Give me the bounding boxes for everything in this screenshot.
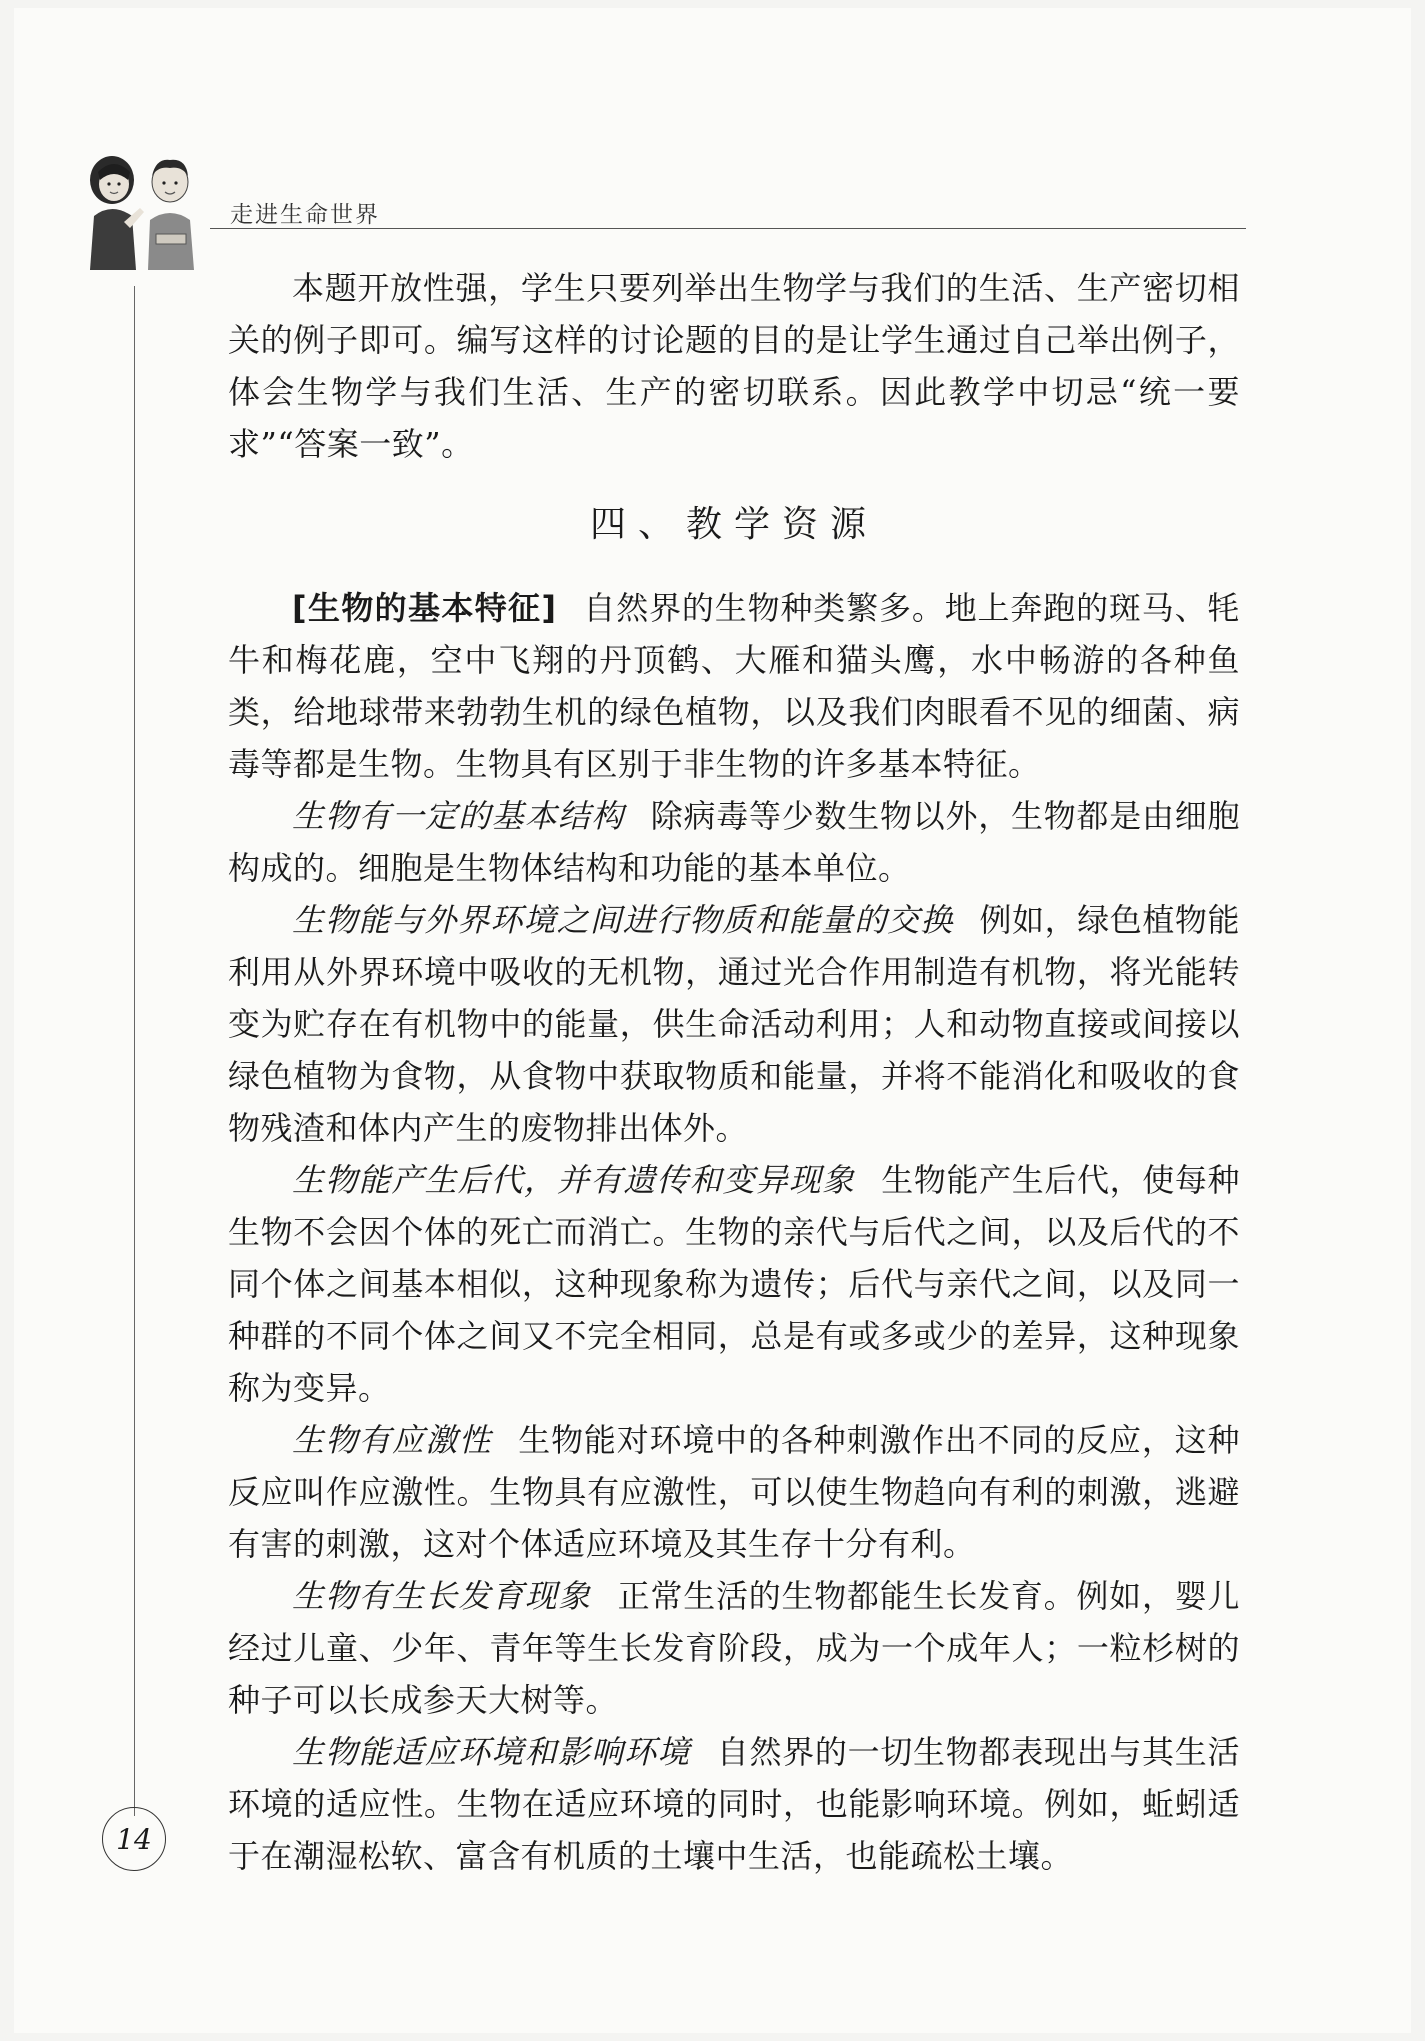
- feature-text: 生物能对环境中的各种刺激作出不同的反应，这种反应叫作应激性。生物具有应激性，可以使生物趋向有利的刺激，逃避有害的刺激，这对个体适应环境及其生存十分有利。: [228, 1421, 1240, 1563]
- section-title: 四、教学资源: [589, 504, 878, 545]
- feature-topic: 生物有应激性: [292, 1421, 492, 1459]
- margin-divider: [134, 286, 135, 1816]
- lead-paragraph: [228, 582, 1240, 790]
- feature-paragraph: [228, 1154, 1240, 1414]
- header-divider: [210, 228, 1246, 229]
- feature-paragraph: [228, 790, 1240, 894]
- header-title: 走进生命世界: [230, 202, 380, 228]
- feature-topic: 生物能与外界环境之间进行物质和能量的交换: [292, 901, 954, 939]
- feature-text: 正常生活的生物都能生长发育。例如，婴儿经过儿童、少年、青年等生长发育阶段，成为一个成年人；一粒杉树的种子可以长成参天大树等。: [228, 1577, 1240, 1719]
- page-content: [228, 262, 1240, 1882]
- feature-text: 生物能产生后代，使每种生物不会因个体的死亡而消亡。生物的亲代与后代之间，以及后代的不同个体之间基本相似，这种现象称为遗传；后代与亲代之间，以及同一种群的不同个体之间又不完全相同，总是有或多或少的差异，这种现象称为变异。: [228, 1161, 1240, 1407]
- feature-topic: 生物能产生后代，并有遗传和变异现象: [292, 1161, 856, 1199]
- feature-paragraph: [228, 894, 1240, 1154]
- bracket-label: [生物的基本特征]: [292, 589, 558, 627]
- feature-topic: 生物有生长发育现象: [292, 1577, 592, 1615]
- feature-text: 除病毒等少数生物以外，生物都是由细胞构成的。细胞是生物体结构和功能的基本单位。: [228, 797, 1240, 887]
- lead-text: 自然界的生物种类繁多。地上奔跑的斑马、牦牛和梅花鹿，空中飞翔的丹顶鹤、大雁和猫头鹰，水中畅游的各种鱼类，给地球带来勃勃生机的绿色植物，以及我们肉眼看不见的细菌、病毒等都是生物。生物具有区别于非生物的许多基本特征。: [228, 589, 1240, 783]
- students-illustration-icon: [70, 150, 208, 270]
- feature-text: 自然界的一切生物都表现出与其生活环境的适应性。生物在适应环境的同时，也能影响环境。例如，蚯蚓适于在潮湿松软、富含有机质的土壤中生活，也能疏松土壤。: [228, 1733, 1240, 1875]
- feature-topic: 生物有一定的基本结构: [292, 797, 625, 835]
- feature-topic: 生物能适应环境和影响环境: [292, 1733, 691, 1771]
- feature-paragraph: [228, 1414, 1240, 1570]
- intro-paragraph: 本题开放性强，学生只要列举出生物学与我们的生活、生产密切相关的例子即可。编写这样的讨论题的目的是让学生通过自己举出例子，体会生物学与我们生活、生产的密切联系。因此教学中切忌“统一要求”“答案一致”。: [228, 269, 1240, 463]
- feature-paragraph: [228, 1726, 1240, 1882]
- feature-text: 例如，绿色植物能利用从外界环境中吸收的无机物，通过光合作用制造有机物，将光能转变为贮存在有机物中的能量，供生命活动利用；人和动物直接或间接以绿色植物为食物，从食物中获取物质和能量，并将不能消化和吸收的食物残渣和体内产生的废物排出体外。: [228, 901, 1240, 1147]
- feature-paragraph: [228, 1570, 1240, 1726]
- page-number: 14: [102, 1807, 166, 1871]
